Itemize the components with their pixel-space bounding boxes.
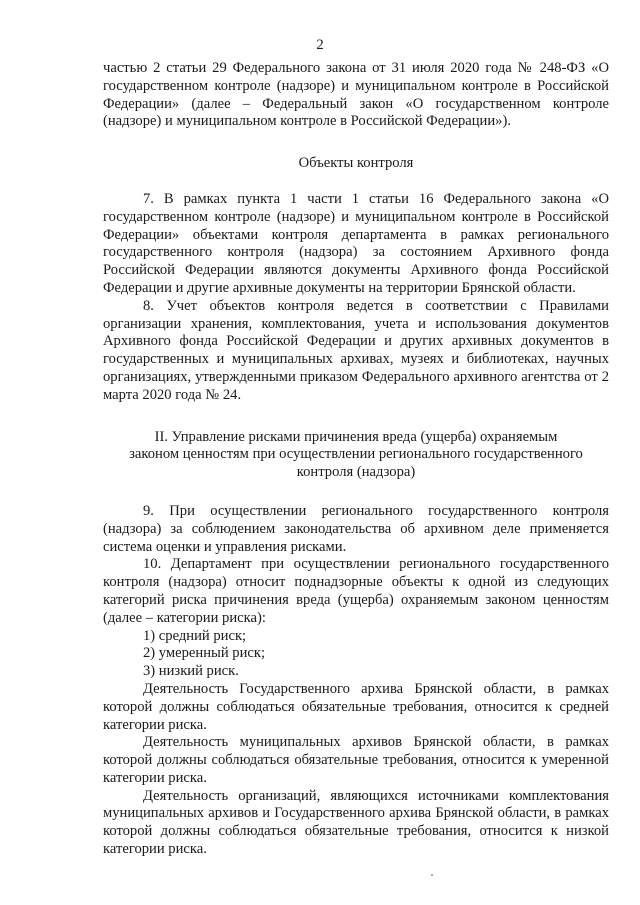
list-item: 3) низкий риск. — [143, 663, 239, 680]
scan-speck — [431, 874, 433, 876]
paragraph-state-archive: Деятельность Государственного архива Брянской области, в рамках которой должны соблюдаться обязательные требования, относится к средней категории риска. — [103, 680, 609, 733]
paragraph-10: 10. Департамент при осуществлении регионального государственного контроля (надзора) относит поднадзорные объекты к одной из следующих категорий риска причинения вреда (ущерба) охраняемым законом ценностям (далее – категории риска): — [103, 556, 609, 626]
risk-category-list — [103, 628, 609, 681]
page-number: 2 — [316, 37, 324, 53]
list-item: 2) умеренный риск; — [143, 645, 266, 662]
heading-line: контроля (надзора) — [296, 464, 416, 481]
section-heading-risks — [103, 429, 609, 482]
heading-line: II. Управление рисками причинения вреда (ущерба) охраняемым — [154, 428, 558, 445]
intro-paragraph: частью 2 статьи 29 Федерального закона от 31 июля 2020 года № 248-ФЗ «О государственном контроле (надзоре) и муниципальном контроле в Российской Федерации» (далее – Федеральный закон «О государственном контроле (надзоре) и муниципальном контроле в Российской Федерации»). — [103, 60, 609, 130]
paragraph-9: 9. При осуществлении регионального государственного контроля (надзора) за соблюдением законодательства об архивном деле применяется система оценки и управления рисками. — [103, 502, 609, 555]
heading-line: законом ценностям при осуществлении регионального государственного — [129, 446, 583, 463]
spacer — [103, 405, 609, 429]
spacer — [103, 131, 609, 155]
spacer — [103, 173, 609, 191]
spacer — [103, 482, 609, 503]
section-heading-objects: Объекты контроля — [298, 155, 414, 172]
paragraph-8: 8. Учет объектов контроля ведется в соответствии с Правилами организации хранения, комплектования, учета и использования документов Архивного фонда Российской Федерации и других архивных документов в государственных и муниципальных архивах, музеях и библиотеках, научных организациях, утвержденными приказом Федерального архивного агентства от 2 марта 2020 года № 24. — [103, 297, 609, 403]
paragraph-municipal-archives: Деятельность муниципальных архивов Брянской области, в рамках которой должны соблюдаться обязательные требования, относится к умеренной категории риска. — [103, 734, 609, 786]
paragraph-7: 7. В рамках пункта 1 части 1 статьи 16 Федерального закона «О государственном контроле (надзоре) и муниципальном контроле в Российской Федерации» объектами контроля департамента в рамках регионального государственного контроля (надзора) за состоянием Архивного фонда Российской Федерации являются документы Архивного фонда Российской Федерации и другие архивные документы на территории Брянской области. — [103, 190, 609, 296]
list-item: 1) средний риск; — [143, 627, 247, 644]
paragraph-organizations: Деятельность организаций, являющихся источниками комплектования муниципальных архивов и Государственного архива Брянской области, в рамках которой должны соблюдаться обязательные требования, относится к низкой категории риска. — [103, 787, 609, 858]
document-body — [103, 60, 609, 859]
